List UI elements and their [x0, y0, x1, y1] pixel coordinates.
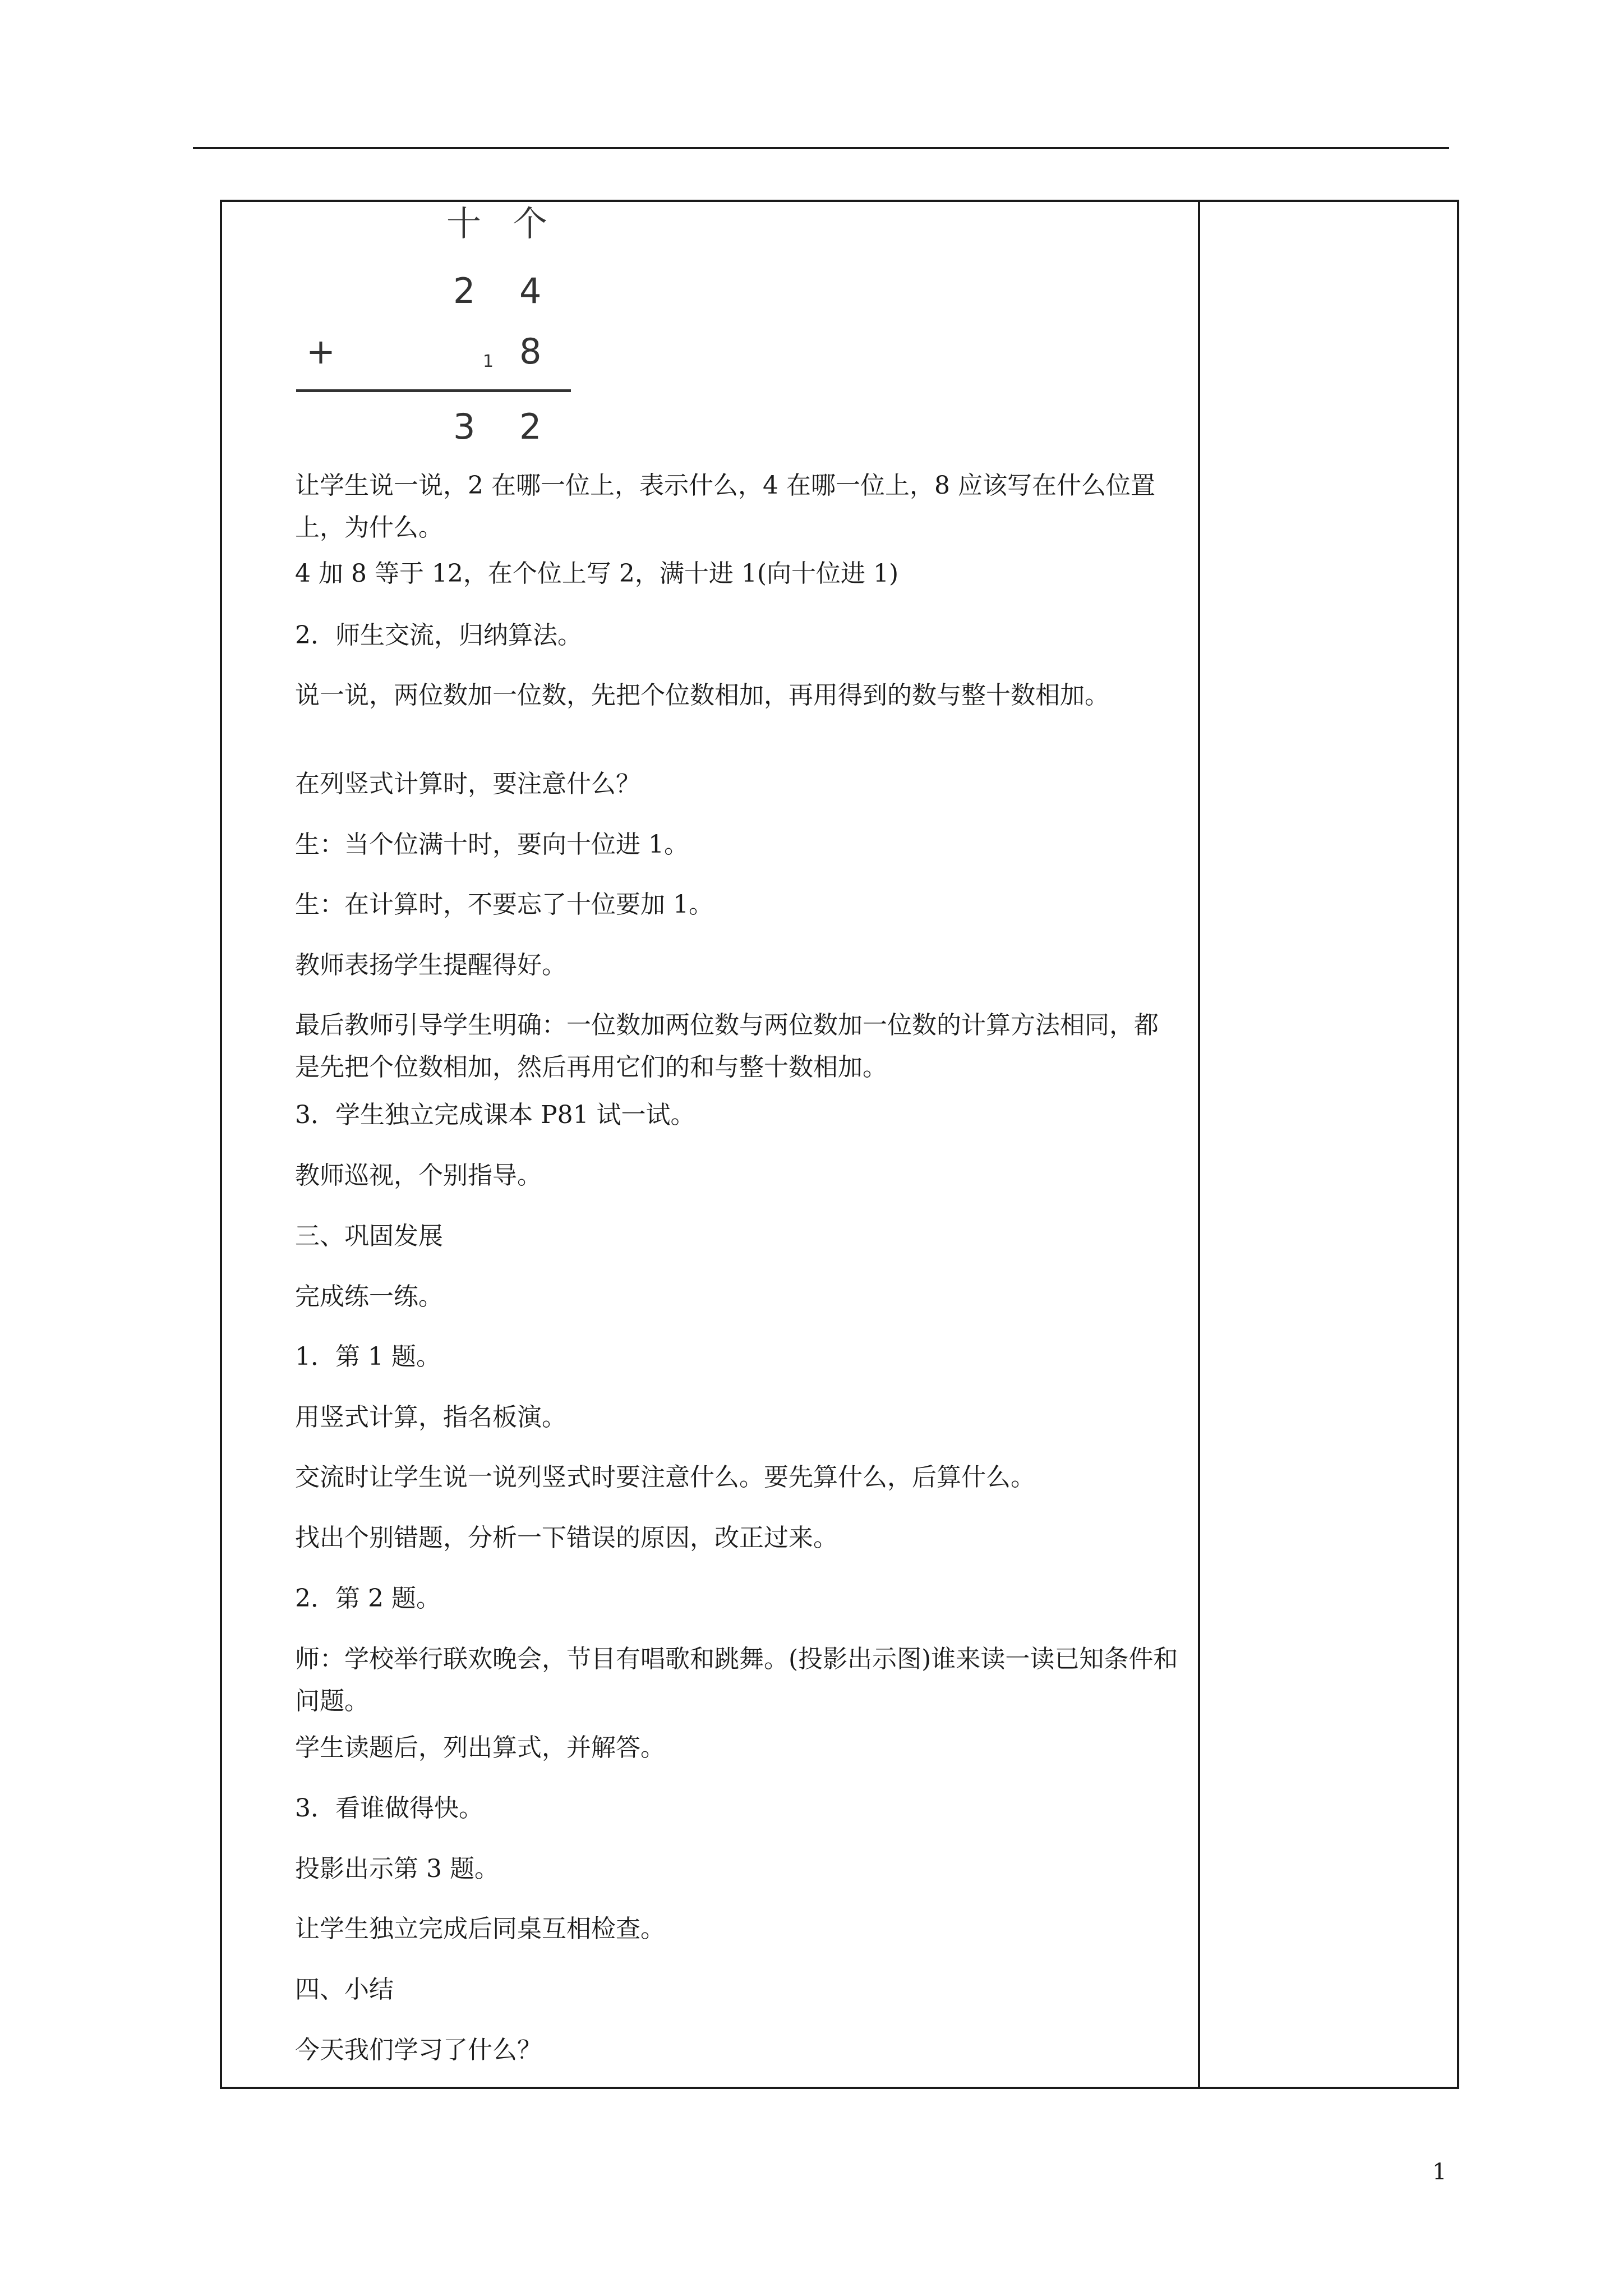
- carry-digit: 1: [483, 352, 494, 371]
- notes-column: [1200, 202, 1457, 2087]
- paragraph: 让学生说一说，2 在哪一位上，表示什么，4 在哪一位上，8 应该写在什么位置上，为什么。: [295, 471, 1155, 542]
- paragraph: 4 加 8 等于 12，在个位上写 2，满十进 1(向十位进 1): [295, 559, 899, 588]
- paragraph: 今天我们学习了什么？: [295, 2036, 542, 2064]
- sum-rule-line: [296, 389, 571, 392]
- first-addend-tens: 2: [453, 270, 476, 311]
- paragraph: 3．学生独立完成课本 P81 试一试。: [295, 1101, 695, 1129]
- section-heading: 四、小结: [295, 1975, 394, 2004]
- sum-tens: 3: [453, 406, 476, 447]
- paragraph: 找出个别错题，分析一下错误的原因，改正过来。: [295, 1524, 838, 1552]
- sum-ones: 2: [519, 406, 542, 447]
- paragraph: 教师巡视，个别指导。: [295, 1161, 542, 1190]
- lesson-content-cell: [222, 202, 1198, 2087]
- paragraph: 2．师生交流，归纳算法。: [295, 621, 582, 650]
- paragraph: 生：当个位满十时，要向十位进 1。: [295, 830, 689, 859]
- tens-column-label: 十: [446, 203, 482, 244]
- lesson-table: [220, 200, 1459, 2089]
- ones-column-label: 个: [513, 203, 548, 244]
- paragraph: 交流时让学生说一说列竖式时要注意什么。要先算什么，后算什么。: [295, 1463, 1035, 1492]
- paragraph: 在列竖式计算时，要注意什么？: [295, 770, 640, 798]
- paragraph: 3．看谁做得快。: [295, 1794, 483, 1823]
- paragraph: 2．第 2 题。: [295, 1584, 441, 1613]
- paragraph: 用竖式计算，指名板演。: [295, 1403, 566, 1432]
- paragraph: 教师表扬学生提醒得好。: [295, 951, 566, 979]
- plus-operator: +: [306, 331, 335, 372]
- first-addend-ones: 4: [519, 270, 542, 311]
- paragraph: 1．第 1 题。: [295, 1342, 441, 1371]
- paragraph: 投影出示第 3 题。: [295, 1855, 499, 1883]
- section-heading: 三、巩固发展: [295, 1222, 443, 1250]
- page-number: 1: [1432, 2159, 1447, 2185]
- paragraph: 完成练一练。: [295, 1282, 443, 1311]
- vertical-addition: [222, 202, 615, 449]
- paragraph: 师：学校举行联欢晚会，节目有唱歌和跳舞。(投影出示图)谁来读一读已知条件和问题。: [295, 1645, 1178, 1715]
- header-rule: [193, 147, 1449, 149]
- second-addend-ones: 8: [519, 331, 542, 372]
- paragraph: 最后教师引导学生明确：一位数加两位数与两位数加一位数的计算方法相同，都是先把个位数相加，然后再用它们的和与整十数相加。: [295, 1011, 1159, 1082]
- paragraph: 让学生独立完成后同桌互相检查。: [295, 1915, 665, 1943]
- paragraph: 学生读题后，列出算式，并解答。: [295, 1733, 665, 1762]
- paragraph: 生：在计算时，不要忘了十位要加 1。: [295, 890, 713, 919]
- paragraph: 说一说，两位数加一位数，先把个位数相加，再用得到的数与整十数相加。: [295, 681, 1109, 710]
